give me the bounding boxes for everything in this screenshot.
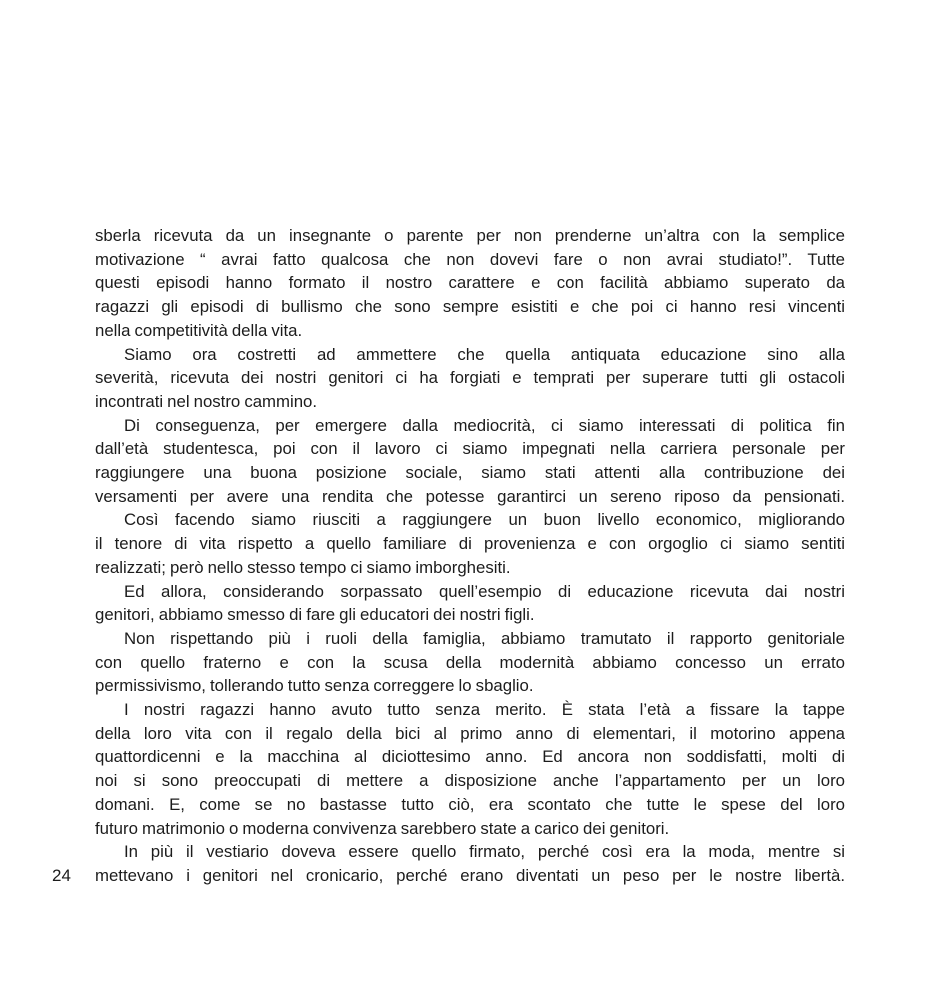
paragraph bbox=[95, 508, 845, 579]
paragraph bbox=[95, 627, 845, 698]
text-line: I nostri ragazzi hanno avuto tutto senza merito. È stata l’età a fissare la tappe bbox=[124, 700, 845, 720]
text-line: Ed allora, considerando sorpassato quell’esempio di educazione ricevuta dai nostri bbox=[124, 581, 845, 601]
text-line: genitori, abbiamo smesso di fare gli educatori dei nostri figli. bbox=[95, 605, 535, 625]
text-line: il tenore di vita rispetto a quello familiare di provenienza e con orgoglio ci siamo sentiti bbox=[95, 534, 845, 554]
text-line: dall’età studentesca, poi con il lavoro ci siamo impegnati nella carriera personale per bbox=[95, 439, 845, 459]
text-line: futuro matrimonio o moderna convivenza sarebbero state a carico dei genitori. bbox=[95, 818, 670, 838]
paragraph bbox=[95, 580, 845, 627]
text-line: quattordicenni e la macchina al diciottesimo anno. Ed ancora non soddisfatti, molti di bbox=[95, 747, 845, 767]
text-line: della loro vita con il regalo della bici al primo anno di elementari, il motorino appena bbox=[95, 723, 845, 743]
paragraph bbox=[95, 414, 845, 509]
text-line: Siamo ora costretti ad ammettere che quella antiquata educazione sino alla bbox=[124, 344, 845, 364]
text-line: Così facendo siamo riusciti a raggiungere un buon livello economico, migliorando bbox=[124, 510, 845, 530]
text-line: con quello fraterno e con la scusa della modernità abbiamo concesso un errato bbox=[95, 652, 845, 672]
page-number: 24 bbox=[52, 866, 71, 885]
text-line: realizzati; però nello stesso tempo ci siamo imborghesiti. bbox=[95, 557, 511, 577]
text-line: Non rispettando più i ruoli della famiglia, abbiamo tramutato il rapporto genitoriale bbox=[124, 628, 845, 648]
text-line: noi si sono preoccupati di mettere a disposizione anche l’appartamento per un loro bbox=[95, 771, 845, 791]
text-line: sberla ricevuta da un insegnante o parente per non prenderne un’altra con la semplice bbox=[95, 226, 845, 245]
text-line: nella competitività della vita. bbox=[95, 320, 303, 340]
text-line: motivazione “ avrai fatto qualcosa che non dovevi fare o non avrai studiato!”. Tutte bbox=[95, 249, 845, 269]
text-line: versamenti per avere una rendita che potesse garantirci un sereno riposo da pensionati. bbox=[95, 486, 845, 506]
text-line: questi episodi hanno formato il nostro carattere e con facilità abbiamo superato da bbox=[95, 273, 845, 293]
text-line: incontrati nel nostro cammino. bbox=[95, 391, 318, 411]
paragraph bbox=[95, 698, 845, 840]
text-line: raggiungere una buona posizione sociale, siamo stati attenti alla contribuzione dei bbox=[95, 463, 845, 483]
text-line: mettevano i genitori nel cronicario, perché erano diventati un peso per le nostre libertà. bbox=[95, 865, 845, 885]
text-block bbox=[95, 224, 845, 888]
text-line: In più il vestiario doveva essere quello firmato, perché così era la moda, mentre si bbox=[124, 842, 845, 862]
text-line: severità, ricevuta dei nostri genitori ci ha forgiati e temprati per superare tutti gli ostacoli bbox=[95, 368, 845, 388]
text-line: Di conseguenza, per emergere dalla mediocrità, ci siamo interessati di politica fin bbox=[124, 415, 845, 435]
paragraph bbox=[95, 224, 845, 343]
paragraph bbox=[95, 840, 845, 887]
text-line: domani. E, come se no bastasse tutto ciò, era scontato che tutte le spese del loro bbox=[95, 794, 845, 814]
paragraph bbox=[95, 343, 845, 414]
text-line: ragazzi gli episodi di bullismo che sono sempre esistiti e che poi ci hanno resi vincenti bbox=[95, 297, 845, 317]
text-line: permissivismo, tollerando tutto senza correggere lo sbaglio. bbox=[95, 676, 534, 696]
